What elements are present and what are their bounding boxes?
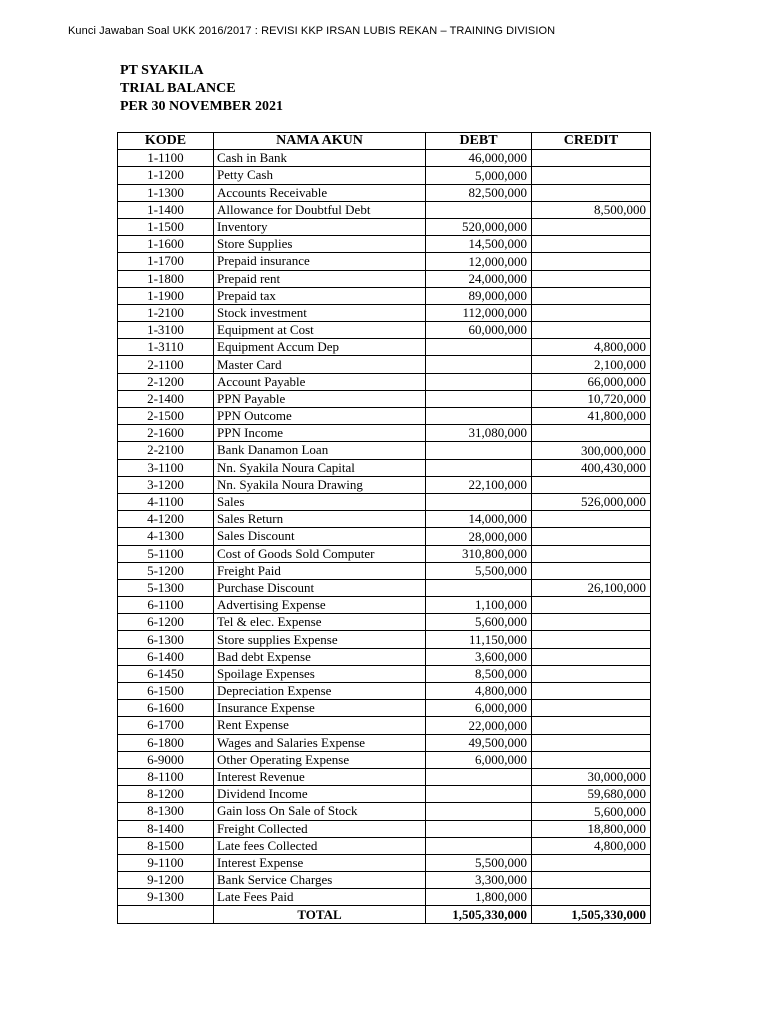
table-row [118,528,651,545]
credit-amount [532,150,651,167]
account-name: Nn. Syakila Noura Drawing [214,476,426,493]
company-name: PT SYAKILA [120,63,204,78]
credit-amount [532,528,651,545]
account-code: 1-1600 [118,236,214,253]
debt-amount [426,768,532,785]
credit-amount [532,511,651,528]
debt-amount [426,408,532,425]
debt-amount: 5,000,000 [426,167,532,184]
running-header: Kunci Jawaban Soal UKK 2016/2017 : REVISI KKP IRSAN LUBIS REKAN – TRAINING DIVISION [68,25,556,37]
account-code: 1-1300 [118,184,214,201]
account-name: Stock investment [214,304,426,321]
account-name: Inventory [214,218,426,235]
credit-amount: 66,000,000 [532,373,651,390]
debt-amount: 4,800,000 [426,683,532,700]
account-code: 2-1600 [118,425,214,442]
account-code: 1-1500 [118,218,214,235]
debt-amount: 31,080,000 [426,425,532,442]
account-name: Cost of Goods Sold Computer [214,545,426,562]
account-name: Spoilage Expenses [214,665,426,682]
credit-amount: 2,100,000 [532,356,651,373]
account-name: Store supplies Expense [214,631,426,648]
column-header-credit: CREDIT [532,133,651,150]
account-code: 9-1300 [118,889,214,906]
account-name: PPN Outcome [214,408,426,425]
account-name: Petty Cash [214,167,426,184]
debt-amount [426,201,532,218]
credit-amount [532,614,651,631]
account-name: Wages and Salaries Expense [214,734,426,751]
account-name: Prepaid tax [214,287,426,304]
account-name: Late Fees Paid [214,889,426,906]
account-name: Rent Expense [214,717,426,734]
table-row [118,562,651,579]
debt-amount: 22,100,000 [426,476,532,493]
table-row [118,356,651,373]
account-code: 1-3110 [118,339,214,356]
credit-amount [532,648,651,665]
credit-amount [532,322,651,339]
table-row [118,270,651,287]
table-row [118,597,651,614]
credit-amount: 10,720,000 [532,390,651,407]
account-code: 8-1200 [118,786,214,803]
debt-amount: 14,000,000 [426,511,532,528]
account-code: 6-1400 [118,648,214,665]
table-row [118,820,651,837]
column-header-kode: KODE [118,133,214,150]
table-row [118,648,651,665]
account-code: 6-1800 [118,734,214,751]
trial-balance-table [117,132,651,924]
credit-amount [532,665,651,682]
account-name: Sales Discount [214,528,426,545]
total-credit: 1,505,330,000 [532,906,651,923]
table-row [118,408,651,425]
account-code: 8-1500 [118,837,214,854]
account-code: 2-1200 [118,373,214,390]
total-debt: 1,505,330,000 [426,906,532,923]
credit-amount [532,287,651,304]
debt-amount: 49,500,000 [426,734,532,751]
account-code: 2-1400 [118,390,214,407]
account-code: 4-1300 [118,528,214,545]
account-name: Other Operating Expense [214,751,426,768]
account-name: Insurance Expense [214,700,426,717]
account-code: 2-1500 [118,408,214,425]
table-row [118,459,651,476]
debt-amount: 82,500,000 [426,184,532,201]
account-name: Advertising Expense [214,597,426,614]
account-code: 4-1200 [118,511,214,528]
credit-amount: 5,600,000 [532,803,651,820]
table-row [118,889,651,906]
account-name: Prepaid insurance [214,253,426,270]
table-row [118,614,651,631]
credit-amount [532,889,651,906]
debt-amount [426,837,532,854]
account-code: 3-1200 [118,476,214,493]
account-code: 2-2100 [118,442,214,459]
account-code: 1-3100 [118,322,214,339]
report-title-block [120,62,283,116]
table-row [118,390,651,407]
debt-amount: 310,800,000 [426,545,532,562]
debt-amount: 3,600,000 [426,648,532,665]
account-name: Equipment Accum Dep [214,339,426,356]
debt-amount [426,390,532,407]
table-row [118,425,651,442]
account-name: Nn. Syakila Noura Capital [214,459,426,476]
credit-amount [532,236,651,253]
credit-amount [532,717,651,734]
account-code: 6-1600 [118,700,214,717]
table-row [118,253,651,270]
table-row [118,287,651,304]
table-row [118,786,651,803]
table-row [118,476,651,493]
report-title: TRIAL BALANCE [120,81,236,96]
credit-amount [532,425,651,442]
credit-amount [532,545,651,562]
debt-amount: 11,150,000 [426,631,532,648]
debt-amount [426,339,532,356]
account-name: Interest Expense [214,854,426,871]
account-name: Interest Revenue [214,768,426,785]
debt-amount [426,356,532,373]
credit-amount [532,700,651,717]
debt-amount: 22,000,000 [426,717,532,734]
total-row [118,906,651,923]
table-row [118,803,651,820]
credit-amount [532,631,651,648]
column-header-debt: DEBT [426,133,532,150]
account-code: 9-1100 [118,854,214,871]
debt-amount: 6,000,000 [426,700,532,717]
debt-amount: 3,300,000 [426,872,532,889]
credit-amount: 4,800,000 [532,339,651,356]
account-code: 3-1100 [118,459,214,476]
table-row [118,167,651,184]
account-code: 1-1400 [118,201,214,218]
credit-amount [532,854,651,871]
debt-amount [426,579,532,596]
debt-amount: 12,000,000 [426,253,532,270]
account-code: 2-1100 [118,356,214,373]
credit-amount [532,597,651,614]
debt-amount: 28,000,000 [426,528,532,545]
debt-amount [426,459,532,476]
account-name: Account Payable [214,373,426,390]
account-code: 8-1400 [118,820,214,837]
account-code: 1-1100 [118,150,214,167]
account-name: PPN Payable [214,390,426,407]
credit-amount [532,218,651,235]
table-row [118,373,651,390]
account-name: Store Supplies [214,236,426,253]
account-code: 8-1100 [118,768,214,785]
account-code: 1-1200 [118,167,214,184]
table-row [118,683,651,700]
credit-amount [532,683,651,700]
credit-amount [532,184,651,201]
table-row [118,322,651,339]
table-row [118,700,651,717]
account-name: Equipment at Cost [214,322,426,339]
account-code: 5-1200 [118,562,214,579]
account-name: Late fees Collected [214,837,426,854]
debt-amount: 1,100,000 [426,597,532,614]
credit-amount: 18,800,000 [532,820,651,837]
table-row [118,236,651,253]
credit-amount [532,304,651,321]
account-code: 5-1100 [118,545,214,562]
account-code: 6-1700 [118,717,214,734]
credit-amount [532,476,651,493]
account-code: 6-1100 [118,597,214,614]
account-code: 1-1900 [118,287,214,304]
account-code: 6-9000 [118,751,214,768]
debt-amount: 89,000,000 [426,287,532,304]
credit-amount [532,167,651,184]
table-row [118,631,651,648]
debt-amount [426,442,532,459]
account-code: 6-1500 [118,683,214,700]
debt-amount: 14,500,000 [426,236,532,253]
account-code: 1-1700 [118,253,214,270]
table-header-row [118,133,651,150]
debt-amount: 5,500,000 [426,854,532,871]
table-row [118,184,651,201]
debt-amount: 5,600,000 [426,614,532,631]
credit-amount: 300,000,000 [532,442,651,459]
table-row [118,872,651,889]
account-name: Accounts Receivable [214,184,426,201]
account-code: 9-1200 [118,872,214,889]
account-name: Depreciation Expense [214,683,426,700]
credit-amount: 526,000,000 [532,493,651,510]
account-name: Prepaid rent [214,270,426,287]
credit-amount: 59,680,000 [532,786,651,803]
account-name: Sales [214,493,426,510]
table-body [118,150,651,906]
credit-amount [532,270,651,287]
debt-amount: 24,000,000 [426,270,532,287]
table-row [118,545,651,562]
table-row [118,493,651,510]
debt-amount [426,373,532,390]
table-row [118,734,651,751]
account-name: Dividend Income [214,786,426,803]
account-name: Allowance for Doubtful Debt [214,201,426,218]
account-name: Cash in Bank [214,150,426,167]
account-code: 1-1800 [118,270,214,287]
credit-amount: 8,500,000 [532,201,651,218]
account-name: Bank Danamon Loan [214,442,426,459]
debt-amount: 6,000,000 [426,751,532,768]
account-name: Master Card [214,356,426,373]
debt-amount: 46,000,000 [426,150,532,167]
table-row [118,304,651,321]
account-name: Bank Service Charges [214,872,426,889]
account-name: Gain loss On Sale of Stock [214,803,426,820]
credit-amount: 41,800,000 [532,408,651,425]
credit-amount [532,872,651,889]
account-code: 5-1300 [118,579,214,596]
account-code: 6-1300 [118,631,214,648]
debt-amount [426,493,532,510]
table-row [118,339,651,356]
debt-amount [426,820,532,837]
column-header-nama-akun: NAMA AKUN [214,133,426,150]
credit-amount [532,734,651,751]
table-row [118,717,651,734]
table-row [118,218,651,235]
table-row [118,768,651,785]
debt-amount [426,786,532,803]
table-row [118,579,651,596]
table-row [118,751,651,768]
account-name: Bad debt Expense [214,648,426,665]
debt-amount: 1,800,000 [426,889,532,906]
account-name: Freight Paid [214,562,426,579]
credit-amount: 26,100,000 [532,579,651,596]
credit-amount [532,253,651,270]
account-name: PPN Income [214,425,426,442]
account-code: 4-1100 [118,493,214,510]
total-kode-cell [118,906,214,923]
table-row [118,665,651,682]
table-row [118,837,651,854]
debt-amount [426,803,532,820]
credit-amount: 4,800,000 [532,837,651,854]
account-name: Tel & elec. Expense [214,614,426,631]
table-row [118,201,651,218]
table-row [118,442,651,459]
table-row [118,150,651,167]
account-code: 6-1200 [118,614,214,631]
credit-amount: 30,000,000 [532,768,651,785]
table-row [118,511,651,528]
account-code: 6-1450 [118,665,214,682]
debt-amount: 520,000,000 [426,218,532,235]
debt-amount: 60,000,000 [426,322,532,339]
debt-amount: 8,500,000 [426,665,532,682]
debt-amount: 5,500,000 [426,562,532,579]
table-row [118,854,651,871]
account-code: 1-2100 [118,304,214,321]
account-name: Freight Collected [214,820,426,837]
total-label: TOTAL [214,906,426,923]
account-name: Purchase Discount [214,579,426,596]
account-name: Sales Return [214,511,426,528]
report-period: PER 30 NOVEMBER 2021 [120,99,283,114]
credit-amount: 400,430,000 [532,459,651,476]
credit-amount [532,751,651,768]
debt-amount: 112,000,000 [426,304,532,321]
credit-amount [532,562,651,579]
account-code: 8-1300 [118,803,214,820]
